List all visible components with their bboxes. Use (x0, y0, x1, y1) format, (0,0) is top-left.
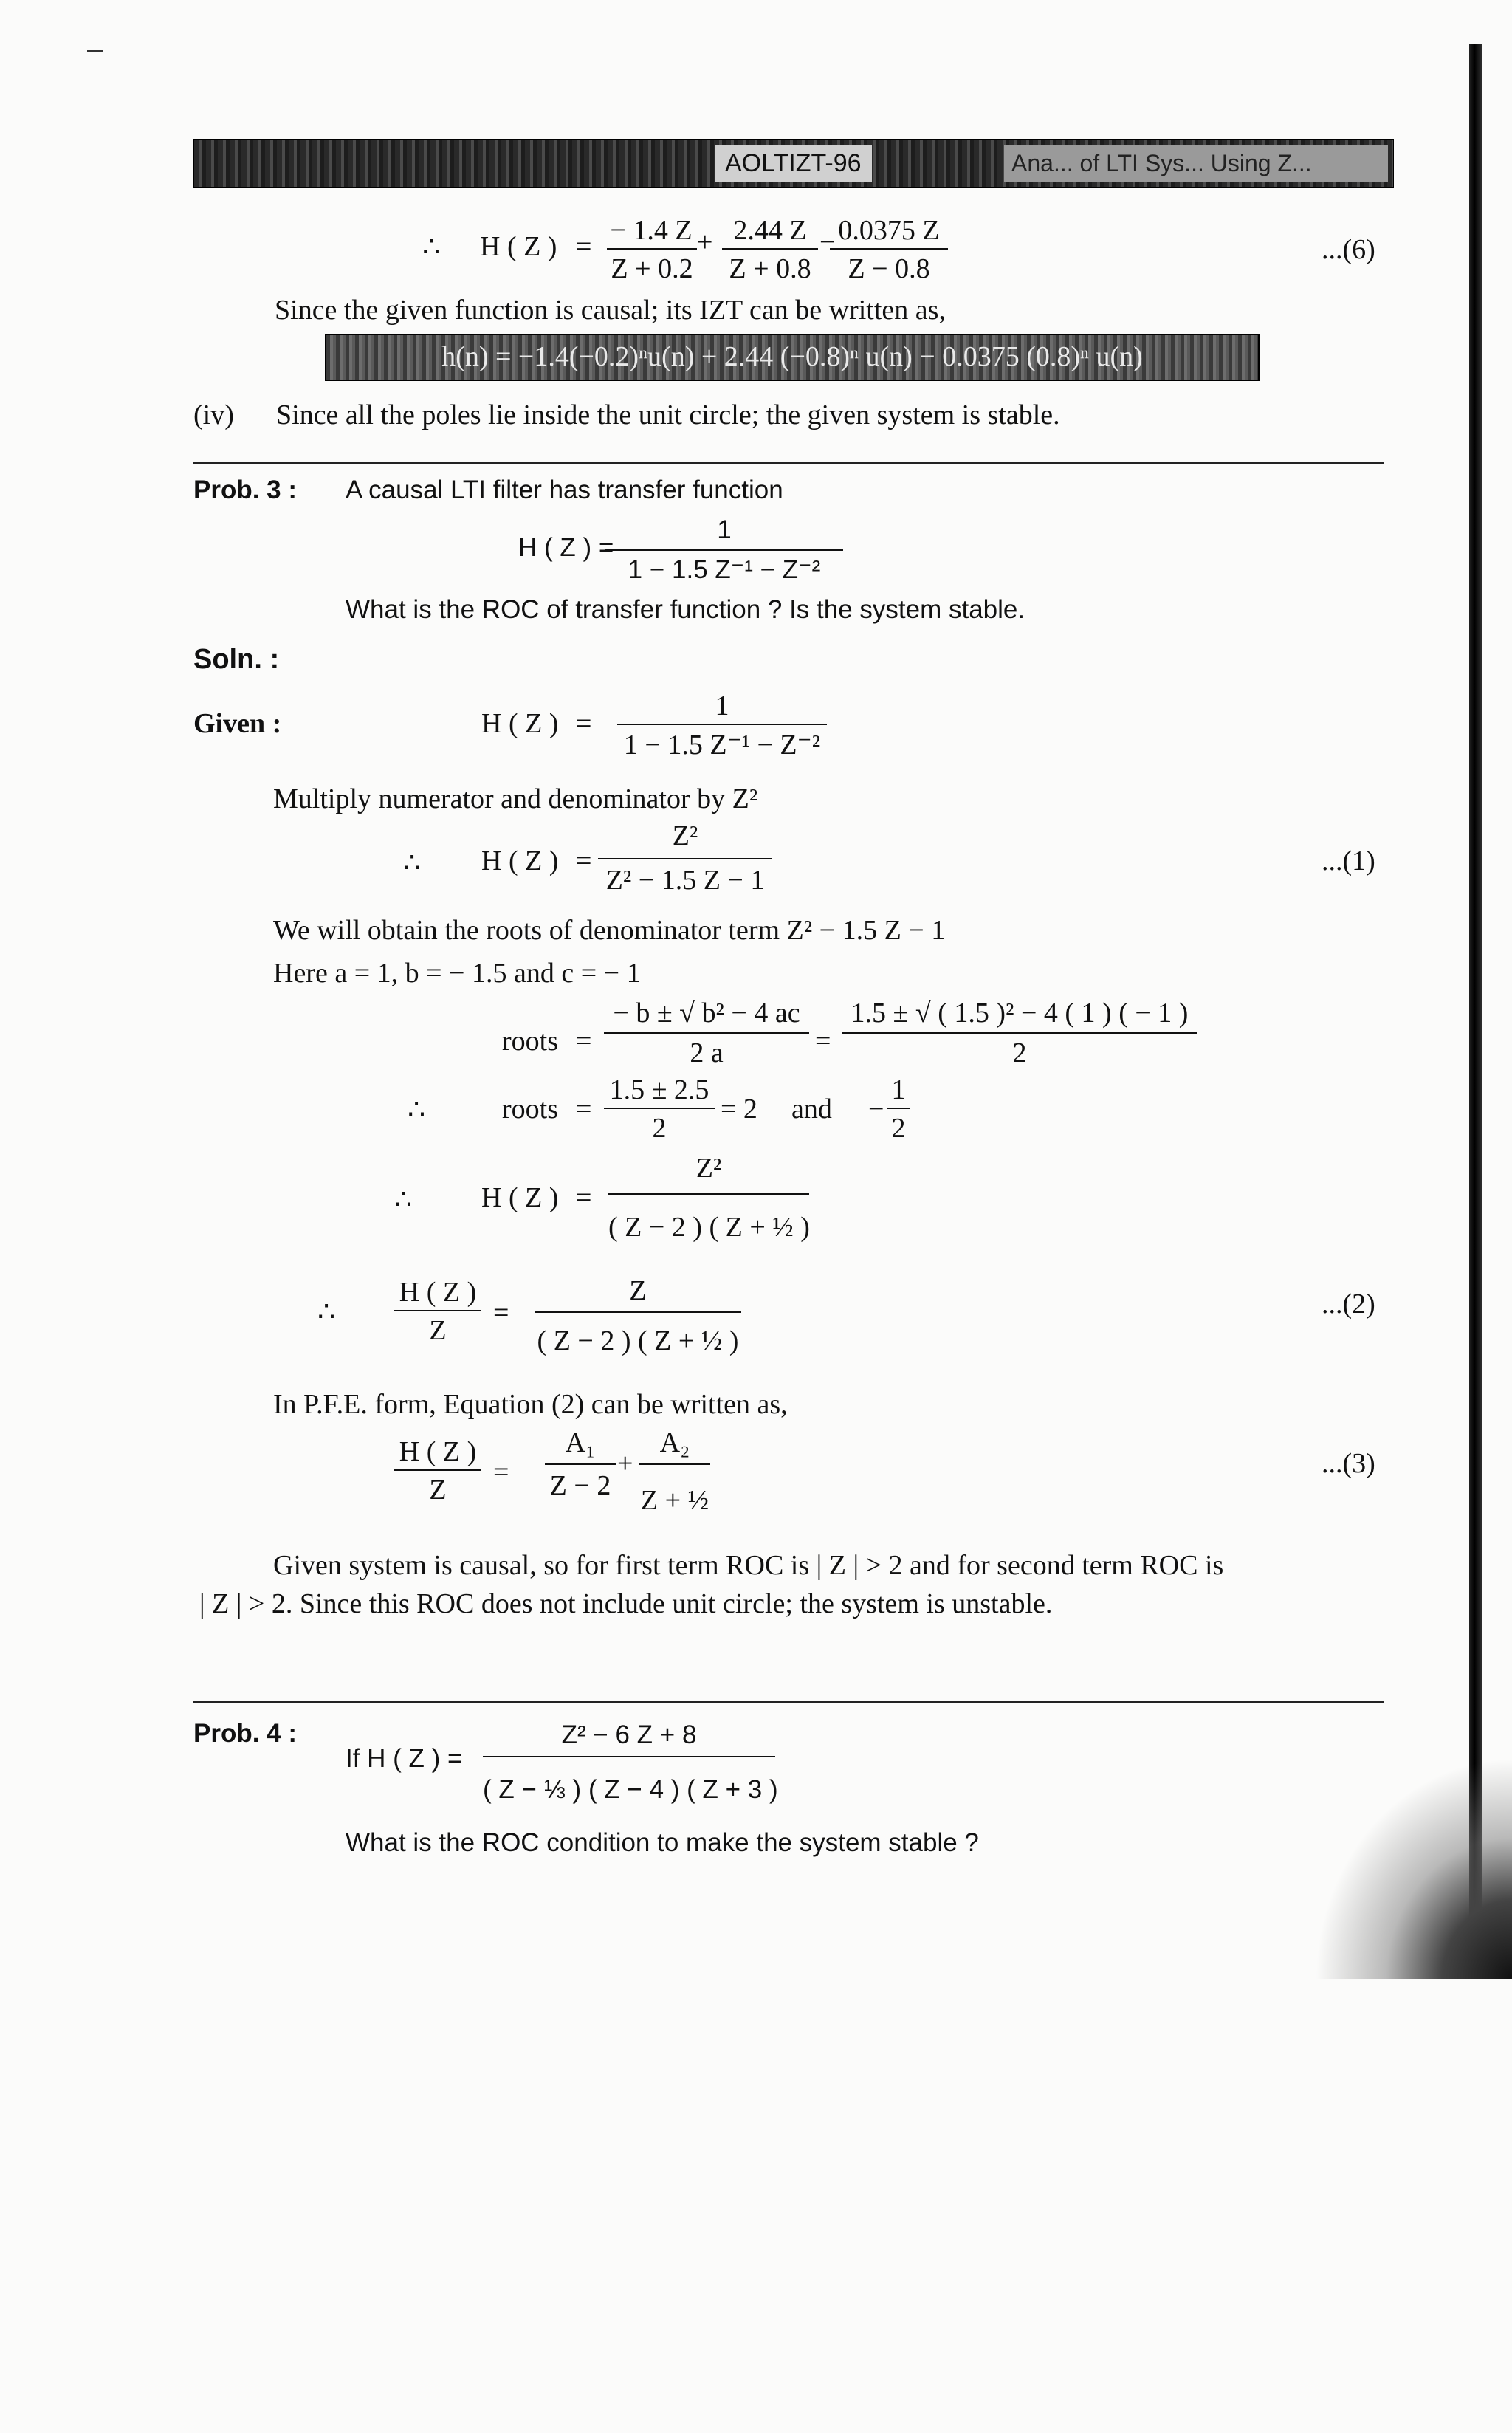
a2-denominator: Z + ½ (640, 1485, 709, 1516)
conclusion-line-2: | Z | > 2. Since this ROC does not include unit circle; the system is unstable. (199, 1588, 1053, 1619)
prob3-numerator: 1 (717, 515, 732, 544)
eq2-numerator: Z (629, 1275, 647, 1306)
term1-denominator: Z + 0.2 (611, 253, 693, 284)
book-spine-shadow (1469, 44, 1482, 1964)
term1-numerator: − 1.4 Z (610, 215, 693, 246)
eq2-fraction-line (535, 1311, 741, 1313)
given-denominator: 1 − 1.5 Z⁻¹ − Z⁻² (623, 730, 821, 761)
term1-fraction-line (607, 248, 697, 250)
coefficients-text: Here a = 1, b = − 1.5 and c = − 1 (273, 958, 641, 989)
substituted-denominator: 2 (1012, 1037, 1027, 1068)
substituted-numerator: 1.5 ± √ ( 1.5 )² − 4 ( 1 ) ( − 1 ) (850, 998, 1189, 1029)
roots-equals-2: = (815, 1026, 831, 1057)
term2-fraction-line (722, 248, 818, 250)
given-label: Given : (193, 708, 282, 739)
equation-number-3: ...(3) (1322, 1448, 1375, 1479)
root-two-fraction-line (887, 1108, 910, 1109)
root-two-numerator: 1 (891, 1074, 906, 1105)
factored-denominator: ( Z − 2 ) ( Z + ½ ) (608, 1212, 810, 1243)
roots-label-1: roots (502, 1026, 558, 1057)
root-two-denominator: 2 (891, 1113, 906, 1144)
term2-denominator: Z + 0.8 (729, 253, 811, 284)
term3-denominator: Z − 0.8 (848, 253, 930, 284)
impulse-response-box (325, 334, 1260, 381)
prob3-fraction-line (605, 549, 843, 551)
eq3-lhs-fraction-line (394, 1469, 481, 1471)
prob3-hz-label: H ( Z ) = (518, 533, 614, 562)
soln-label: Soln. : (193, 644, 280, 675)
therefore-eq2: ∴ (317, 1297, 336, 1328)
multiply-text: Multiply numerator and denominator by Z² (273, 783, 758, 814)
given-numerator: 1 (715, 690, 729, 721)
section-divider-2 (193, 1701, 1384, 1703)
therefore-eq1: ∴ (403, 848, 422, 879)
roots-intro: We will obtain the roots of denominator term Z² − 1.5 Z − 1 (273, 915, 946, 946)
equation-number-6: ...(6) (1322, 234, 1375, 265)
a1-fraction-line (545, 1463, 616, 1465)
and-word: and (791, 1094, 832, 1125)
equation-number-2: ...(2) (1322, 1288, 1375, 1320)
eq3-equals: = (493, 1457, 509, 1488)
eq3-hz-over-z-denominator: Z (429, 1475, 447, 1506)
eq1-denominator: Z² − 1.5 Z − 1 (605, 865, 765, 896)
quadratic-numerator: − b ± √ b² − 4 ac (613, 998, 800, 1029)
root-one-value: = 2 (721, 1094, 757, 1125)
eq1-equals: = (576, 845, 592, 876)
top-left-mark (87, 50, 103, 52)
plus-sign: + (697, 227, 713, 258)
term3-numerator: 0.0375 Z (838, 215, 940, 246)
eq2-lhs-fraction-line (394, 1310, 481, 1311)
a2-fraction-line (639, 1463, 710, 1465)
minus-sign: − (819, 227, 836, 258)
prob4-label: Prob. 4 : (193, 1719, 298, 1748)
given-equals: = (576, 708, 592, 739)
roots-value-numerator: 1.5 ± 2.5 (609, 1074, 709, 1105)
prob4-fraction-line (483, 1756, 775, 1757)
eq2-denominator: ( Z − 2 ) ( Z + ½ ) (537, 1325, 739, 1356)
substituted-fraction-line (842, 1032, 1197, 1034)
prob4-numerator: Z² − 6 Z + 8 (561, 1720, 697, 1749)
term3-fraction-line (830, 248, 948, 250)
therefore-roots: ∴ (408, 1094, 426, 1125)
factored-hz-label: H ( Z ) (481, 1182, 559, 1213)
term2-numerator: 2.44 Z (733, 215, 807, 246)
equals-sign: = (576, 231, 592, 262)
quadratic-fraction-line (604, 1032, 809, 1034)
eq3-plus: + (617, 1448, 633, 1479)
section-divider-1 (193, 462, 1384, 464)
a2-numerator: A₂ (659, 1427, 690, 1458)
page-corner-shadow (1314, 1757, 1512, 1979)
eq1-fraction-line (598, 858, 772, 859)
eq1-numerator: Z² (672, 820, 698, 851)
therefore-factored: ∴ (394, 1184, 413, 1215)
therefore-symbol: ∴ (422, 232, 441, 263)
roots-value-denominator: 2 (652, 1113, 667, 1144)
eq1-hz-label: H ( Z ) (481, 845, 559, 876)
item-iv-text: Since all the poles lie inside the unit circle; the given system is stable. (276, 399, 1060, 430)
conclusion-line-1: Given system is causal, so for first term ROC is | Z | > 2 and for second term ROC is (273, 1550, 1224, 1581)
eq2-equals: = (493, 1297, 509, 1328)
eq2-hz-over-z-denominator: Z (429, 1315, 447, 1346)
pfe-text: In P.F.E. form, Equation (2) can be written as, (273, 1389, 788, 1420)
a1-denominator: Z − 2 (549, 1470, 611, 1501)
impulse-response-text: h(n) = −1.4(−0.2)ⁿu(n) + 2.44 (−0.8)ⁿ u(n) − 0.0375 (0.8)ⁿ u(n) (441, 341, 1143, 372)
header-title: AOLTIZT-96 (715, 145, 872, 182)
factored-numerator: Z² (695, 1153, 722, 1184)
prob4-denominator: ( Z − ⅓ ) ( Z − 4 ) ( Z + 3 ) (483, 1775, 778, 1804)
prob4-if-hz: If H ( Z ) = (346, 1744, 463, 1773)
eq3-hz-over-z-numerator: H ( Z ) (399, 1436, 477, 1467)
hz-label: H ( Z ) (480, 231, 557, 262)
roots-equals-1: = (576, 1026, 592, 1057)
prob3-denominator: 1 − 1.5 Z⁻¹ − Z⁻² (628, 555, 821, 584)
item-iv-label: (iv) (193, 399, 234, 430)
prob3-question: What is the ROC of transfer function ? Is the system stable. (346, 595, 1025, 624)
prob3-statement: A causal LTI filter has transfer function (346, 476, 783, 504)
eq2-hz-over-z-numerator: H ( Z ) (399, 1277, 477, 1308)
a1-numerator: A₁ (565, 1427, 596, 1458)
causal-statement: Since the given function is causal; its IZT can be written as, (275, 295, 946, 326)
factored-fraction-line (608, 1193, 809, 1195)
roots-value-fraction-line (604, 1108, 715, 1109)
roots-label-2: roots (502, 1094, 558, 1125)
given-fraction-line (617, 724, 827, 725)
quadratic-denominator: 2 a (690, 1037, 724, 1068)
factored-equals: = (576, 1182, 592, 1213)
header-chapter-title: Ana... of LTI Sys... Using Z... (1004, 145, 1388, 182)
given-hz-label: H ( Z ) (481, 708, 559, 739)
prob4-question: What is the ROC condition to make the system stable ? (346, 1828, 979, 1857)
roots-equals-3: = (576, 1094, 592, 1125)
prob3-label: Prob. 3 : (193, 476, 298, 504)
equation-number-1: ...(1) (1322, 845, 1375, 876)
root-two-sign: − (868, 1094, 884, 1125)
